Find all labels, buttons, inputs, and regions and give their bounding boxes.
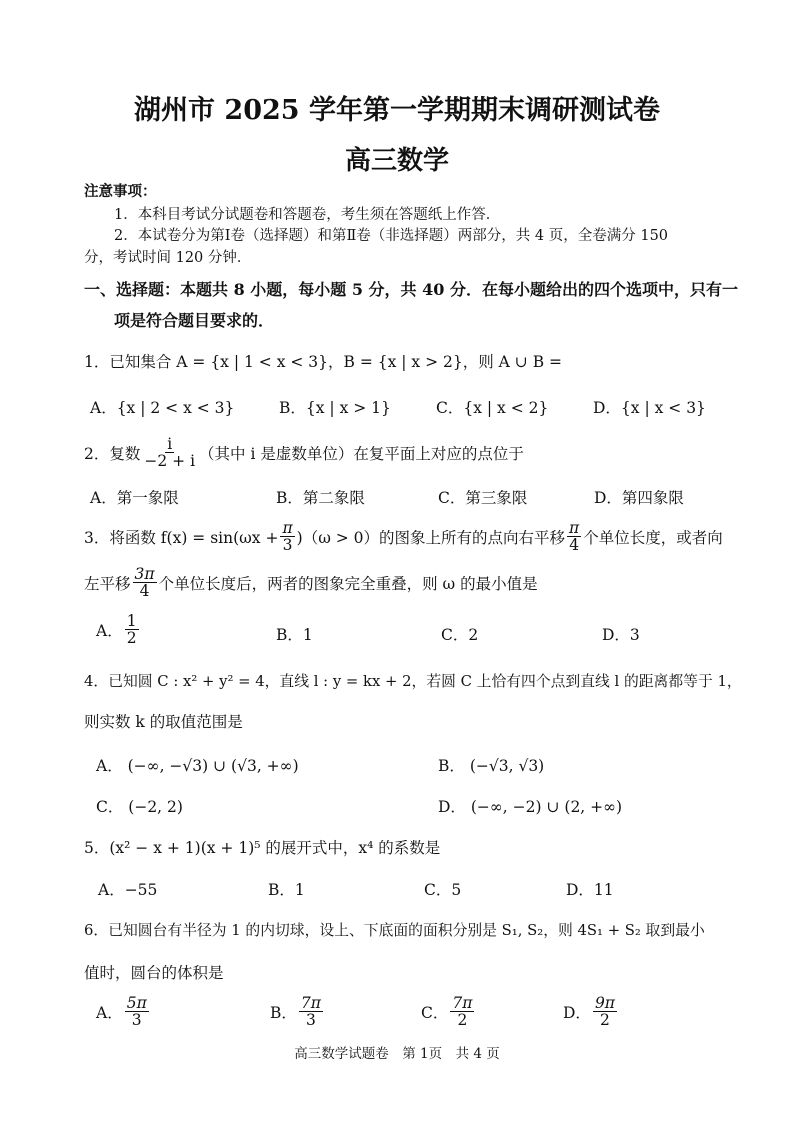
q2-frac-den: −2 + i: [144, 452, 196, 471]
q2-prefix: 2．复数: [84, 444, 141, 463]
notice-line-3: 分，考试时间 120 分钟．: [84, 250, 252, 266]
q1-option-c: C．{x | x < 2}: [436, 399, 549, 417]
q4-stem-line-2: 则实数 k 的取值范围是: [84, 713, 243, 731]
q3-f1-num: π: [282, 519, 293, 537]
section-heading-line-1: 一、选择题：本题共 8 小题，每小题 5 分，共 40 分．在每小题给出的四个选项中，只有一: [84, 280, 738, 299]
q2-option-b: B．第二象限: [276, 489, 365, 507]
q3-f1-den: 3: [282, 536, 293, 555]
q1-stem: 1．已知集合 A = {x | 1 < x < 3}，B = {x | x > 2}，则 A ∪ B =: [84, 353, 562, 371]
q4-option-d: D． (−∞, −2) ∪ (2, +∞): [438, 798, 623, 816]
q3-option-a-label: A．: [96, 621, 123, 640]
q6-stem-line-1: 6．已知圆台有半径为 1 的内切球，设上、下底面的面积分别是 S₁, S₂，则 4S₁ + S₂ 取到最小: [84, 922, 705, 939]
q3-a-den: 2: [126, 629, 137, 648]
q6-stem-line-2: 值时，圆台的体积是: [84, 964, 224, 982]
q3-option-b: B．1: [276, 626, 313, 644]
notice-line-1: 1．本科目考试分试题卷和答题卷，考生须在答题纸上作答．: [114, 207, 501, 223]
q3-fraction-1: [280, 520, 294, 554]
q3-option-a: [96, 613, 141, 647]
q3-f2-num: π: [569, 519, 580, 537]
q3-f3-den: 4: [139, 582, 150, 601]
q4-stem-line-1: 4．已知圆 C : x² + y² = 4，直线 l : y = kx + 2，若圆 C 上恰有四个点到直线 l 的距离都等于 1，: [84, 673, 742, 690]
q6-b-den: 3: [305, 1011, 316, 1030]
q2-stem: [84, 436, 524, 470]
q3-stem-line-1: [84, 520, 723, 554]
q6-d-num: 9π: [594, 994, 615, 1012]
q6-option-c: [421, 995, 476, 1029]
q6-option-d-fraction: [593, 995, 617, 1029]
q2-suffix: （其中 i 是虚数单位）在复平面上对应的点位于: [199, 444, 524, 463]
notice-heading: 注意事项：: [84, 183, 157, 200]
q6-b-num: 7π: [300, 994, 321, 1012]
q3-option-d: D．3: [602, 626, 640, 644]
q4-option-c: C． (−2, 2): [96, 798, 183, 816]
page-footer: 高三数学试题卷 第 1页 共 4 页: [294, 1046, 500, 1062]
q6-option-a-fraction: [125, 995, 149, 1029]
q3-prefix: 3．将函数 f(x) = sin(ωx +: [84, 528, 279, 547]
q2-fraction: [142, 436, 197, 470]
q3-line2-prefix: 左平移: [84, 574, 131, 593]
q6-option-c-fraction: [450, 995, 474, 1029]
q6-a-den: 3: [131, 1011, 142, 1030]
q4-option-b: B． (−√3, √3): [438, 757, 545, 775]
q6-option-d-label: D．: [563, 1003, 591, 1022]
q6-option-b-fraction: [299, 995, 323, 1029]
section-heading-line-2: 项是符合题目要求的．: [114, 311, 275, 330]
q6-d-den: 2: [600, 1011, 610, 1030]
q5-option-c: C．5: [424, 881, 462, 899]
q1-option-a: A．{x | 2 < x < 3}: [90, 399, 235, 417]
q4-option-a: A． (−∞, −√3) ∪ (√3, +∞): [96, 757, 299, 775]
q2-option-a: A．第一象限: [90, 489, 179, 507]
q3-a-num: 1: [126, 612, 137, 630]
q6-c-den: 2: [457, 1011, 468, 1030]
q3-f2-den: 4: [569, 536, 580, 555]
q1-option-b: B．{x | x > 1}: [279, 399, 391, 417]
q1-option-d: D．{x | x < 3}: [593, 399, 706, 417]
q5-option-a: A．−55: [98, 881, 158, 899]
q6-option-a-label: A．: [96, 1003, 123, 1022]
q6-option-b-label: B．: [270, 1003, 297, 1022]
q3-option-a-fraction: [125, 613, 139, 647]
notice-line-2: 2．本试卷分为第Ⅰ卷（选择题）和第Ⅱ卷（非选择题）两部分，共 4 页，全卷满分 150: [114, 228, 669, 244]
q6-c-num: 7π: [452, 994, 473, 1012]
q6-option-a: [96, 995, 151, 1029]
q3-suffix: 个单位长度，或者向: [583, 528, 723, 547]
exam-subject: 高三数学: [344, 146, 449, 176]
q3-stem-line-2: [84, 566, 538, 600]
q2-frac-num: i: [167, 435, 173, 453]
q5-option-d: D．11: [566, 881, 614, 899]
q3-fraction-3: [133, 566, 157, 600]
q5-option-b: B．1: [268, 881, 305, 899]
q2-option-d: D．第四象限: [594, 489, 684, 507]
q3-fraction-2: [567, 520, 581, 554]
q6-option-d: [563, 995, 619, 1029]
q3-option-c: C．2: [441, 626, 479, 644]
exam-title: 湖州市 2025 学年第一学期期末调研测试卷: [134, 95, 660, 126]
q3-line2-suffix: 个单位长度后，两者的图象完全重叠，则 ω 的最小值是: [158, 574, 538, 593]
q6-option-c-label: C．: [421, 1003, 449, 1022]
q6-option-b: [270, 995, 325, 1029]
q2-option-c: C．第三象限: [438, 489, 528, 507]
q3-f3-num: 3π: [134, 565, 155, 583]
q6-a-num: 5π: [126, 994, 147, 1012]
q5-stem: 5．(x² − x + 1)(x + 1)⁵ 的展开式中，x⁴ 的系数是: [84, 839, 441, 857]
q3-middle: )（ω > 0）的图象上所有的点向右平移: [296, 528, 566, 547]
